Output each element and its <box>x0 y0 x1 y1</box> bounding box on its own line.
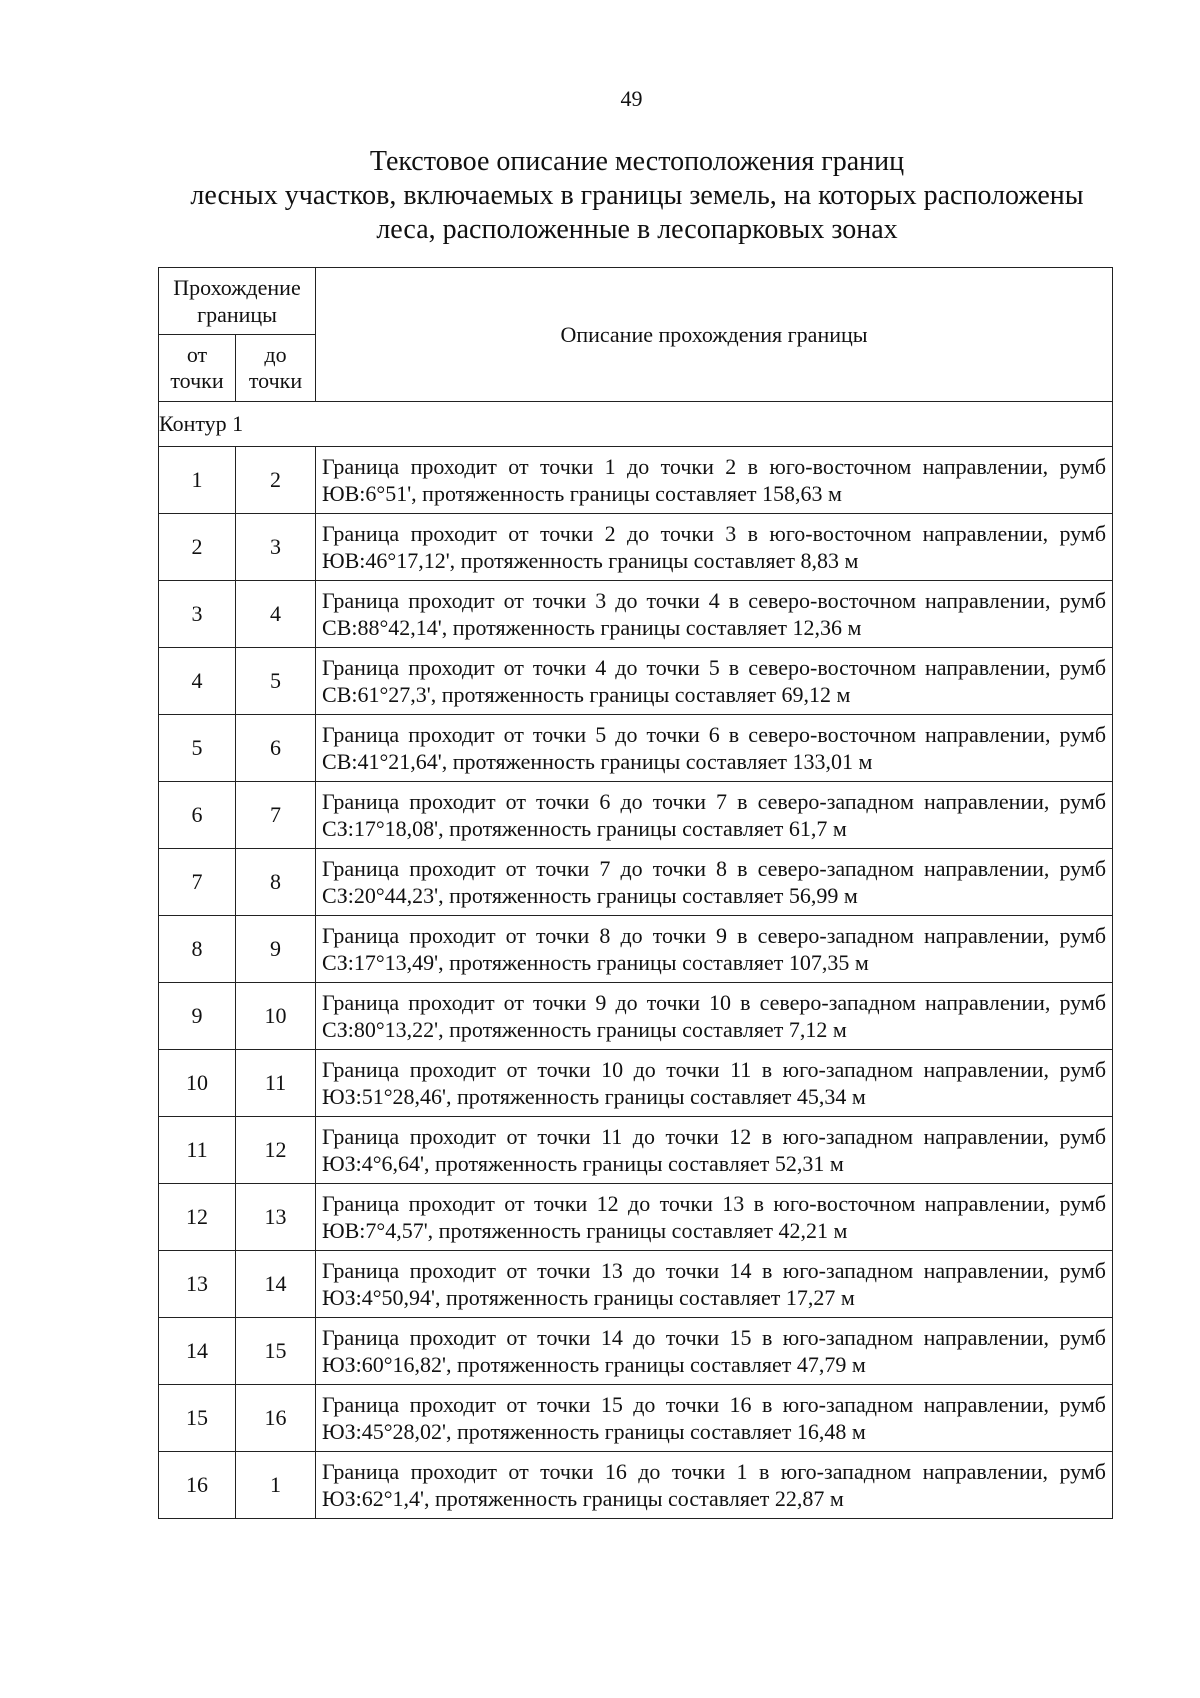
to-point-cell: 11 <box>236 1050 316 1117</box>
to-point-cell: 15 <box>236 1318 316 1385</box>
description-cell: Граница проходит от точки 14 до точки 15 в юго-западном направлении, румб ЮЗ:60°16,82', протяженность границы составляет 47,79 м <box>316 1318 1113 1385</box>
to-point-cell: 10 <box>236 983 316 1050</box>
from-point-cell: 3 <box>159 581 236 648</box>
table-row <box>159 447 1113 514</box>
table-row <box>159 1318 1113 1385</box>
from-point-cell: 8 <box>159 916 236 983</box>
description-cell: Граница проходит от точки 4 до точки 5 в северо-восточном направлении, румб СВ:61°27,3', протяженность границы составляет 69,12 м <box>316 648 1113 715</box>
from-point-cell: 15 <box>159 1385 236 1452</box>
to-point-cell: 13 <box>236 1184 316 1251</box>
description-cell: Граница проходит от точки 5 до точки 6 в северо-восточном направлении, румб СВ:41°21,64', протяженность границы составляет 133,01 м <box>316 715 1113 782</box>
description-cell: Граница проходит от точки 13 до точки 14 в юго-западном направлении, румб ЮЗ:4°50,94', протяженность границы составляет 17,27 м <box>316 1251 1113 1318</box>
to-point-cell: 2 <box>236 447 316 514</box>
to-point-cell: 4 <box>236 581 316 648</box>
from-point-cell: 13 <box>159 1251 236 1318</box>
from-point-cell: 14 <box>159 1318 236 1385</box>
table-row <box>159 1251 1113 1318</box>
description-cell: Граница проходит от точки 15 до точки 16 в юго-западном направлении, румб ЮЗ:45°28,02', протяженность границы составляет 16,48 м <box>316 1385 1113 1452</box>
to-point-cell: 9 <box>236 916 316 983</box>
description-cell: Граница проходит от точки 7 до точки 8 в северо-западном направлении, румб СЗ:20°44,23', протяженность границы составляет 56,99 м <box>316 849 1113 916</box>
header-from-point: от точки <box>159 335 236 402</box>
to-point-cell: 5 <box>236 648 316 715</box>
from-point-cell: 10 <box>159 1050 236 1117</box>
description-cell: Граница проходит от точки 10 до точки 11 в юго-западном направлении, румб ЮЗ:51°28,46', протяженность границы составляет 45,34 м <box>316 1050 1113 1117</box>
table-row <box>159 715 1113 782</box>
from-point-cell: 7 <box>159 849 236 916</box>
title-line-3: леса, расположенные в лесопарковых зонах <box>376 214 898 245</box>
from-point-cell: 16 <box>159 1452 236 1519</box>
from-point-cell: 11 <box>159 1117 236 1184</box>
to-point-cell: 14 <box>236 1251 316 1318</box>
to-point-cell: 6 <box>236 715 316 782</box>
description-cell: Граница проходит от точки 2 до точки 3 в юго-восточном направлении, румб ЮВ:46°17,12', протяженность границы составляет 8,83 м <box>316 514 1113 581</box>
description-cell: Граница проходит от точки 9 до точки 10 в северо-западном направлении, румб СЗ:80°13,22', протяженность границы составляет 7,12 м <box>316 983 1113 1050</box>
header-to-point: до точки <box>236 335 316 402</box>
contour-label: Контур 1 <box>159 402 1113 447</box>
from-point-cell: 6 <box>159 782 236 849</box>
table-row <box>159 782 1113 849</box>
description-cell: Граница проходит от точки 12 до точки 13 в юго-восточном направлении, румб ЮВ:7°4,57', протяженность границы составляет 42,21 м <box>316 1184 1113 1251</box>
page-number: 49 <box>620 86 643 111</box>
table-row <box>159 1385 1113 1452</box>
description-cell: Граница проходит от точки 11 до точки 12 в юго-западном направлении, румб ЮЗ:4°6,64', протяженность границы составляет 52,31 м <box>316 1117 1113 1184</box>
to-point-cell: 1 <box>236 1452 316 1519</box>
description-cell: Граница проходит от точки 8 до точки 9 в северо-западном направлении, румб СЗ:17°13,49', протяженность границы составляет 107,35 м <box>316 916 1113 983</box>
document-title <box>158 145 1116 247</box>
table-row <box>159 916 1113 983</box>
to-point-cell: 7 <box>236 782 316 849</box>
to-point-cell: 12 <box>236 1117 316 1184</box>
table-row <box>159 983 1113 1050</box>
from-point-cell: 2 <box>159 514 236 581</box>
table-row <box>159 514 1113 581</box>
description-cell: Граница проходит от точки 3 до точки 4 в северо-восточном направлении, румб СВ:88°42,14', протяженность границы составляет 12,36 м <box>316 581 1113 648</box>
to-point-cell: 8 <box>236 849 316 916</box>
table-row <box>159 849 1113 916</box>
table-row <box>159 1050 1113 1117</box>
from-point-cell: 12 <box>159 1184 236 1251</box>
description-cell: Граница проходит от точки 6 до точки 7 в северо-западном направлении, румб СЗ:17°18,08', протяженность границы составляет 61,7 м <box>316 782 1113 849</box>
from-point-cell: 9 <box>159 983 236 1050</box>
from-point-cell: 5 <box>159 715 236 782</box>
to-point-cell: 3 <box>236 514 316 581</box>
title-line-1: Текстовое описание местоположения границ <box>369 146 905 177</box>
header-description: Описание прохождения границы <box>316 268 1113 402</box>
from-point-cell: 4 <box>159 648 236 715</box>
title-line-2: лесных участков, включаемых в границы земель, на которых расположены <box>190 180 1084 211</box>
table-row <box>159 581 1113 648</box>
header-boundary-passage: Прохождение границы <box>159 268 316 335</box>
table-row <box>159 1117 1113 1184</box>
description-cell: Граница проходит от точки 1 до точки 2 в юго-восточном направлении, румб ЮВ:6°51', протяженность границы составляет 158,63 м <box>316 447 1113 514</box>
table-row <box>159 1452 1113 1519</box>
table-row <box>159 648 1113 715</box>
table-row <box>159 1184 1113 1251</box>
description-cell: Граница проходит от точки 16 до точки 1 в юго-западном направлении, румб ЮЗ:62°1,4', протяженность границы составляет 22,87 м <box>316 1452 1113 1519</box>
to-point-cell: 16 <box>236 1385 316 1452</box>
boundary-table <box>158 267 1113 1519</box>
from-point-cell: 1 <box>159 447 236 514</box>
